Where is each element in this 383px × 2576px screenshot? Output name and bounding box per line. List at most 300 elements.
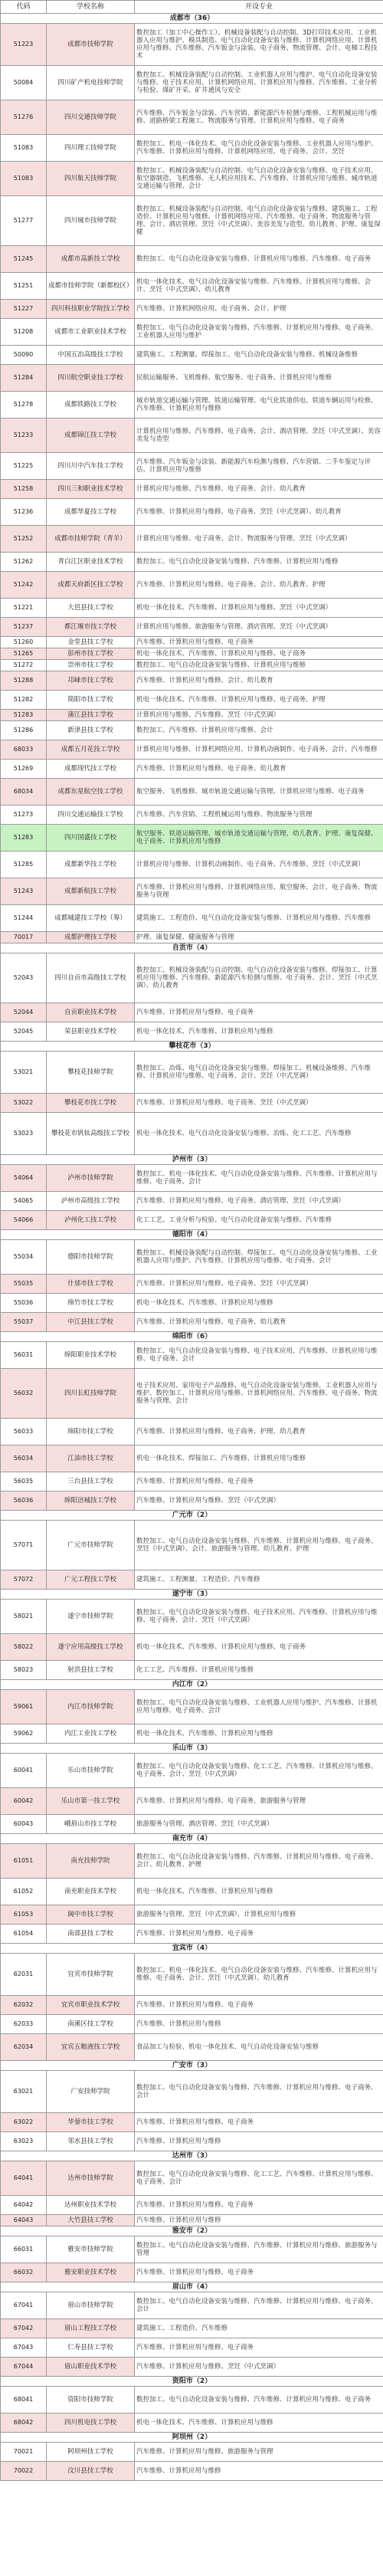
- table-row: [1, 710, 383, 721]
- school-code: 51269: [1, 760, 47, 779]
- school-majors: 汽车维修、计算机应用与维修、电子商务、酒店管理、烹饪（中式烹调）: [135, 1192, 383, 1211]
- table-row: [1, 779, 383, 806]
- school-code: 51233: [1, 418, 47, 453]
- school-majors: 数控加工、电气自动化设备安装与维修、工业机器人应用与维护、汽车维修、计算机应用与维修、电子商务、会计: [135, 1690, 383, 1724]
- school-code: 51083: [1, 135, 47, 162]
- school-code: 59062: [1, 1724, 47, 1744]
- table-row: [1, 1446, 383, 1472]
- school-name: 成都天府新区技工学校: [47, 572, 135, 599]
- school-majors: 汽车维修、计算机应用与维修: [135, 2015, 383, 2034]
- school-majors: 数控加工、机械设备装配与自动控制、焊接加工、电气自动化设备安装与维修、工业机器人应用与维护、汽车维修、计算机应用与维修、电子商务、会计: [135, 1240, 383, 1275]
- school-majors: 汽车维修、计算机应用与维修、电子商务、幼儿教育: [135, 760, 383, 779]
- table-row: [1, 660, 383, 671]
- school-name: 崇州市技工学校: [47, 660, 135, 671]
- table-row: [1, 878, 383, 905]
- school-code: 50090: [1, 346, 47, 365]
- school-code: 51243: [1, 878, 47, 905]
- school-majors: 化工工艺、工业分析与检验、电气自动化设备安装与维修、汽车维修: [135, 1211, 383, 1230]
- table-row: [1, 1879, 383, 1905]
- school-majors: 机电一体化技术、汽车维修、计算机应用与维修: [135, 2414, 383, 2433]
- school-code: 60041: [1, 1754, 47, 1788]
- school-name: 四川机电技工学校: [47, 2414, 135, 2433]
- table-row: [1, 1022, 383, 1042]
- school-name: 泸州化工技工学校: [47, 1211, 135, 1230]
- school-name: 四川交通运输技工学校: [47, 806, 135, 825]
- school-name: 大邑县技工学校: [47, 599, 135, 618]
- school-name: 广安技师学院: [47, 2071, 135, 2113]
- school-majors: 汽车维修、计算机应用与维修、电子商务、护理、幼儿教育: [135, 1419, 383, 1446]
- table-row: [1, 1724, 383, 1744]
- region-label: 宜宾市（4）: [1, 1944, 383, 1954]
- school-name: 眉山职业技术学校: [47, 2358, 135, 2377]
- school-code: 56034: [1, 1446, 47, 1472]
- school-code: 70017: [1, 932, 47, 943]
- school-code: 51221: [1, 599, 47, 618]
- school-majors: 计算机应用与维修、电子商务、会计、物流服务与管理、烹饪（中式烹调）: [135, 526, 383, 553]
- school-name: 德阳市技师学院: [47, 1240, 135, 1275]
- school-code: 51283: [1, 710, 47, 721]
- school-majors: 数控加工（加工中心操作工）、机械设备装配与自动控制、3D打印技术应用、工业机器人应用与维护、模具制造、电气自动化设备安装与维修、计算机网络应用、计算机应用与维修、汽车维修、汽车钣金与涂装、电子商务、物流管理、会计、电梯工程技术: [135, 24, 383, 66]
- table-row: [1, 2071, 383, 2113]
- school-name: 阆中市技工学校: [47, 1905, 135, 1925]
- school-code: 67042: [1, 2319, 47, 2338]
- school-name: 四川三和职业技术学校: [47, 480, 135, 499]
- table-row: [1, 1240, 383, 1275]
- region-label: 泸州市（3）: [1, 1155, 383, 1165]
- region-label: 广元市（2）: [1, 1511, 383, 1521]
- school-name: 内江市技师学院: [47, 1690, 135, 1724]
- table-row: [1, 1003, 383, 1022]
- school-code: 55037: [1, 1313, 47, 1332]
- table-row: [1, 1634, 383, 1661]
- school-name: 都江堰市技工学校: [47, 618, 135, 637]
- region-row: [1, 2151, 383, 2161]
- table-row: [1, 618, 383, 637]
- school-name: 邛崃市技工学校: [47, 671, 135, 691]
- table-row: [1, 2113, 383, 2132]
- region-row: [1, 2227, 383, 2236]
- school-code: 51282: [1, 691, 47, 710]
- school-code: 68041: [1, 2387, 47, 2414]
- school-majors: 数控加工、电气自动化设备安装与维修、化工工艺、汽车维修、计算机应用与维修、电子商务、会计、烹饪（中式烹调）: [135, 1754, 383, 1788]
- school-name: 攀枝花市技工学校: [47, 1094, 135, 1113]
- school-code: 51272: [1, 660, 47, 671]
- school-name: 绵阳市技工学校: [47, 1419, 135, 1446]
- school-name: 乐山市第一技工学校: [47, 1788, 135, 1815]
- table-row: [1, 721, 383, 740]
- school-code: 56035: [1, 1472, 47, 1491]
- school-code: 55036: [1, 1294, 47, 1313]
- school-majors: 汽车维修、计算机应用与维修、电子商务: [135, 1925, 383, 1944]
- school-majors: 航空服务、铁道运输管理、城市轨道交通运输与管理、幼儿教育、护理、康复保健、电子商务、计算机应用与维修: [135, 825, 383, 852]
- table-row: [1, 2414, 383, 2433]
- school-name: 大竹县技工学校: [47, 2215, 135, 2227]
- table-row: [1, 1113, 383, 1155]
- region-row: [1, 1155, 383, 1165]
- school-majors: 汽车维修、汽车钣金与涂装、汽车营销、新能源汽车检测与维修、工程机械运用与维修、道路桥梁工程施工、物流服务与管理、计算机应用与维修、电子商务: [135, 100, 383, 135]
- school-name: 达州职业技术学校: [47, 2196, 135, 2215]
- table-row: [1, 135, 383, 162]
- school-majors: 汽车维修、计算机应用与维修: [135, 2132, 383, 2151]
- table-row: [1, 1844, 383, 1879]
- school-majors: 计算机应用与维修、旅游服务与管理、酒店管理、烹饪（中式烹调）: [135, 618, 383, 637]
- school-name: 成都五月花技工学校: [47, 740, 135, 760]
- table-row: [1, 905, 383, 932]
- school-name: 宜宾五粮液技工学校: [47, 2034, 135, 2061]
- school-majors: 数控加工、电气自动化设备安装与维修、汽车维修、计算机应用与维修、电子商务、烹饪（中式烹调）、会计、旅游服务与管理、幼儿教育、护理: [135, 1521, 383, 1570]
- region-row: [1, 2377, 383, 2387]
- school-code: 61052: [1, 1879, 47, 1905]
- school-code: 55034: [1, 1240, 47, 1275]
- region-label: 阿坝州（2）: [1, 2433, 383, 2443]
- region-row: [1, 1744, 383, 1754]
- school-majors: 机电一体化技术、电气自动化设备安装与维修、汽车维修、计算机应用与维修、会计、烹饪（中式烹调）、幼儿教育: [135, 273, 383, 300]
- table-row: [1, 1094, 383, 1113]
- table-row: [1, 24, 383, 66]
- table-row: [1, 1661, 383, 1680]
- school-name: 四川航天技师学院: [47, 162, 135, 196]
- table-row: [1, 599, 383, 618]
- school-code: 70021: [1, 2443, 47, 2462]
- school-name: 中江县技工学校: [47, 1313, 135, 1332]
- school-code: 57071: [1, 1521, 47, 1570]
- table-row: [1, 648, 383, 660]
- school-name: 宜宾市技师学院: [47, 1954, 135, 1996]
- school-majors: 汽车维修、计算机应用与维修、计算机网络应用、航空服务、会计、电子商务、物流服务与管理: [135, 878, 383, 905]
- school-majors: 数控加工、机械设备装配与自动控制、电气自动化设备安装与维修、建筑施工、工程造价、计算机应用与维修、计算机网络应用、汽车维修、电子商务、物流服务与管理、会计、酒店管理、烹饪（中式烹调）、美容美发与造型、幼儿教育、护理、康复保健: [135, 196, 383, 246]
- region-label: 自贡市（4）: [1, 943, 383, 953]
- school-name: 成都华夏技工学校: [47, 499, 135, 526]
- school-code: 68034: [1, 779, 47, 806]
- school-name: 简阳市技工学校: [47, 691, 135, 710]
- school-name: 成都现代技工学校: [47, 760, 135, 779]
- table-row: [1, 2161, 383, 2196]
- school-majors: 数控加工、电气自动化设备安装与维修、汽车维修、计算机应用与维修: [135, 553, 383, 572]
- header-code: 代码: [1, 1, 47, 14]
- table-row: [1, 691, 383, 710]
- school-code: 51277: [1, 196, 47, 246]
- school-code: 54066: [1, 1211, 47, 1230]
- region-row: [1, 943, 383, 953]
- school-majors: 旅游服务与管理、酒店管理、烹饪（中式烹调）: [135, 1815, 383, 1834]
- table-row: [1, 852, 383, 878]
- table-row: [1, 346, 383, 365]
- table-row: [1, 1472, 383, 1491]
- school-majors: 护理、康复保健、健康服务与管理: [135, 932, 383, 943]
- table-row: [1, 1313, 383, 1332]
- school-majors: 旅游服务与管理、烹饪（中式烹调）、计算机应用与维修: [135, 1905, 383, 1925]
- region-label: 内江市（2）: [1, 1680, 383, 1690]
- school-majors: 汽车维修、计算机应用与维修、旅游服务与管理: [135, 2443, 383, 2462]
- region-label: 乐山市（3）: [1, 1744, 383, 1754]
- school-name: 乐山市技师学院: [47, 1754, 135, 1788]
- school-majors: 数控加工、机械设备装配与自动控制、电气自动化设备安装与维修、电子技术应用、航空器制造、飞机维修、无人机应用技术、汽车维修、计算机应用与维修、城市轨道交通运输与管理、会计: [135, 162, 383, 196]
- school-name: 南溪区技工学校: [47, 2015, 135, 2034]
- school-name: 江油市技工学校: [47, 1446, 135, 1472]
- table-row: [1, 526, 383, 553]
- school-majors: 食品加工与检验、机电一体化技术、电气自动化设备安装与维修: [135, 2034, 383, 2061]
- table-row: [1, 1192, 383, 1211]
- school-name: 南充技师学院: [47, 1844, 135, 1879]
- school-name: 成都锦江技工学校: [47, 418, 135, 453]
- school-code: 51284: [1, 365, 47, 392]
- school-code: 62031: [1, 1954, 47, 1996]
- table-row: [1, 2236, 383, 2263]
- school-code: 58022: [1, 1634, 47, 1661]
- table-row: [1, 553, 383, 572]
- school-code: 51286: [1, 721, 47, 740]
- region-label: 德阳市（4）: [1, 1230, 383, 1240]
- school-name: 绵阳职业技术学校: [47, 1342, 135, 1369]
- school-majors: 机电一体化技术、汽车维修、计算机应用与维修: [135, 1724, 383, 1744]
- school-majors: 城市轨道交通运输与管理、铁道运输管理、电气化铁道供电、铁道车辆运用与检修、汽车维修、计算机应用与维修: [135, 392, 383, 418]
- table-row: [1, 2215, 383, 2227]
- school-code: 60042: [1, 1788, 47, 1815]
- school-code: 51244: [1, 905, 47, 932]
- school-majors: 建筑施工、工程造价、汽车维修: [135, 2319, 383, 2338]
- region-label: 遂宁市（3）: [1, 1590, 383, 1600]
- school-code: 67043: [1, 2338, 47, 2358]
- school-name: 遂宁应用高级技工学校: [47, 1634, 135, 1661]
- school-code: 64043: [1, 2215, 47, 2227]
- table-row: [1, 1788, 383, 1815]
- school-majors: 汽车维修、计算机应用与维修、电子商务、旅游服务与管理: [135, 1788, 383, 1815]
- school-code: 68033: [1, 740, 47, 760]
- school-code: 63023: [1, 2132, 47, 2151]
- school-majors: 汽车维修、计算机应用与维修、电子商务: [135, 637, 383, 648]
- school-code: 51251: [1, 273, 47, 300]
- school-name: 金堂县技工学校: [47, 637, 135, 648]
- school-name: 四川川中汽车技工学校: [47, 453, 135, 480]
- region-row: [1, 1511, 383, 1521]
- table-row: [1, 2462, 383, 2481]
- school-majors: 汽车维修、计算机应用与维修、电子商务: [135, 2263, 383, 2282]
- region-row: [1, 14, 383, 24]
- table-row: [1, 1996, 383, 2015]
- school-name: 四川自贡市高级技工学校: [47, 953, 135, 1003]
- school-majors: 建筑施工、工程测量、工程造价、汽车维修: [135, 1570, 383, 1590]
- school-name: 四川矿产机电技师学院: [47, 66, 135, 100]
- region-label: 达州市（3）: [1, 2151, 383, 2161]
- school-name: 泸州市技师学院: [47, 1165, 135, 1192]
- school-majors: 数控加工、电气自动化设备安装与维修、汽车维修、计算机应用与维修、电子商务: [135, 2387, 383, 2414]
- region-row: [1, 1590, 383, 1600]
- table-row: [1, 1815, 383, 1834]
- school-name: 遂宁市技师学院: [47, 1600, 135, 1634]
- table-row: [1, 162, 383, 196]
- table-row: [1, 392, 383, 418]
- region-row: [1, 1332, 383, 1342]
- table-row: [1, 2263, 383, 2282]
- school-code: 54065: [1, 1192, 47, 1211]
- school-code: 62034: [1, 2034, 47, 2061]
- table-row: [1, 66, 383, 100]
- school-name: 雅安市技师学院: [47, 2236, 135, 2263]
- school-majors: 数控加工、汽车维修、计算机应用与维修、会计: [135, 721, 383, 740]
- table-row: [1, 1570, 383, 1590]
- region-label: 绵阳市（6）: [1, 1332, 383, 1342]
- school-majors: 机电一体化技术、汽车维修、计算机应用与维修: [135, 1022, 383, 1042]
- school-majors: 机电一体化技术、电气自动化设备安装与维修、冶炼、化工工艺、汽车维修: [135, 1113, 383, 1155]
- region-row: [1, 1834, 383, 1844]
- table-row: [1, 480, 383, 499]
- table-row: [1, 671, 383, 691]
- school-name: 成都市技师学院（新都校区）: [47, 273, 135, 300]
- school-name: 成都市工业职业技术学校: [47, 319, 135, 346]
- school-code: 67041: [1, 2292, 47, 2319]
- school-majors: 汽车维修、计算机网络应用、电子商务、会计、护理: [135, 300, 383, 319]
- region-label: 资阳市（2）: [1, 2377, 383, 2387]
- header-name: 学校名称: [47, 1, 135, 14]
- table-row: [1, 1342, 383, 1369]
- school-name: 四川交通技师学院: [47, 100, 135, 135]
- table-row: [1, 453, 383, 480]
- school-code: 53021: [1, 1052, 47, 1094]
- school-name: 四川理工技师学院: [47, 135, 135, 162]
- table-row: [1, 572, 383, 599]
- school-name: 彭州市技工学校: [47, 648, 135, 660]
- region-label: 攀枝花市（3）: [1, 1042, 383, 1052]
- school-majors: 计算机应用与维修、计算机网络应用、计算机动画制作、电子商务、会计、汽车维修: [135, 740, 383, 760]
- table-row: [1, 1954, 383, 1996]
- table-row: [1, 1275, 383, 1294]
- school-code: 66031: [1, 2236, 47, 2263]
- school-name: 成都新航技工学校: [47, 878, 135, 905]
- school-majors: 数控加工、电气自动化设备安装与维修、汽车维修、计算机应用与维修、电子商务、会计: [135, 2292, 383, 2319]
- school-name: 广元市技师学院: [47, 1521, 135, 1570]
- table-row: [1, 740, 383, 760]
- school-code: 51258: [1, 480, 47, 499]
- school-code: 56031: [1, 1342, 47, 1369]
- school-code: 52044: [1, 1003, 47, 1022]
- school-name: 峨眉山市技工学校: [47, 1815, 135, 1834]
- school-name: 内江工业技工学校: [47, 1724, 135, 1744]
- school-code: 57072: [1, 1570, 47, 1590]
- school-code: 53023: [1, 1113, 47, 1155]
- school-name: 资阳市技师学院: [47, 2387, 135, 2414]
- school-majors: 化工工艺、汽车维修、计算机应用与维修: [135, 1661, 383, 1680]
- table-row: [1, 1690, 383, 1724]
- school-name: 绵阳涪城技工学校: [47, 1491, 135, 1511]
- table-row: [1, 2443, 383, 2462]
- table-header-row: [1, 1, 383, 14]
- school-name: 四川科技职业学院技工学校: [47, 300, 135, 319]
- school-majors: 汽车维修、计算机应用与维修、电子商务、幼儿教育: [135, 1313, 383, 1332]
- school-code: 61054: [1, 1925, 47, 1944]
- table-row: [1, 2292, 383, 2319]
- table-row: [1, 1600, 383, 1634]
- school-majors: 建筑施工、工程测量、焊接加工、电气自动化设备安装与维修、机械设备维修: [135, 346, 383, 365]
- table-row: [1, 825, 383, 852]
- region-label: 成都市（36）: [1, 14, 383, 24]
- school-majors: 汽车维修、计算机应用与维修、电子商务、烹饪（中式烹调）、幼儿教育: [135, 499, 383, 526]
- school-code: 56032: [1, 1369, 47, 1419]
- region-row: [1, 1944, 383, 1954]
- school-majors: 电子技术应用、家用电子产品维修、电气自动化设备安装与维修、工业机器人应用与维护、数控加工、计算机应用与维修、计算机网络应用、汽车维修、电子商务、物流服务与管理、会计: [135, 1369, 383, 1419]
- school-code: 51237: [1, 618, 47, 637]
- table-row: [1, 499, 383, 526]
- table-row: [1, 1925, 383, 1944]
- school-code: 62032: [1, 1996, 47, 2015]
- school-majors: 数控加工、机电一体化技术、电气自动化设备安装与维修、汽车维修、计算机应用与维修、电子商务、会计、烹饪（中式烹调）、幼儿教育: [135, 1954, 383, 1996]
- school-code: 60043: [1, 1815, 47, 1834]
- header-majors: 开设专业: [135, 1, 383, 14]
- school-majors: 数控加工、机械设备装配与自动控制、工业机器人应用与维护、电气自动化设备安装与维修、电子技术应用、计算机网络应用、计算机应用与维修、汽车维修、工业分析与检验、煤矿开采、矿井通风与安全: [135, 66, 383, 100]
- school-code: 51285: [1, 852, 47, 878]
- school-code: 51278: [1, 392, 47, 418]
- school-majors: 汽车维修、计算机应用与维修: [135, 2462, 383, 2481]
- school-name: 攀枝花技师学院: [47, 1052, 135, 1094]
- region-label: 广安市（3）: [1, 2061, 383, 2071]
- school-code: 53022: [1, 1094, 47, 1113]
- school-majors: 机电一体化技术、焊接加工、汽车维修、计算机应用与维修: [135, 1446, 383, 1472]
- table-row: [1, 365, 383, 392]
- school-name: 眉山工程技工学校: [47, 2319, 135, 2338]
- table-row: [1, 760, 383, 779]
- school-code: 61053: [1, 1905, 47, 1925]
- school-code: 51236: [1, 499, 47, 526]
- table-row: [1, 100, 383, 135]
- school-majors: 汽车维修、计算机应用与维修、会计、幼儿教育: [135, 671, 383, 691]
- school-majors: 数控加工、电气自动化设备安装与维修、汽车维修、计算机应用与维修、电子商务、工业机器人应用与维护: [135, 319, 383, 346]
- school-name: 达州市技师学院: [47, 2161, 135, 2196]
- school-name: 青白江区职业技术学校: [47, 553, 135, 572]
- school-majors: 汽车维修、计算机应用与维修、电子商务: [135, 1003, 383, 1022]
- school-name: 新津县技工学校: [47, 721, 135, 740]
- table-row: [1, 2358, 383, 2377]
- school-majors: 数控加工、冶炼、电气自动化设备安装与维修、焊接加工、机械设备维修、汽车维修、计算机应用与维修、电子商务、会计、烹饪（中式烹调）: [135, 1052, 383, 1094]
- school-code: 56036: [1, 1491, 47, 1511]
- school-code: 51208: [1, 319, 47, 346]
- table-row: [1, 637, 383, 648]
- school-code: 51223: [1, 24, 47, 66]
- school-majors: 汽车维修、计算机应用与维修、烹饪（中式烹调）: [135, 2358, 383, 2377]
- table-row: [1, 273, 383, 300]
- school-majors: 数控加工、机械设备装配与自动控制、电气自动化设备安装与维修、焊接加工、计算机应用与维修、汽车维修、新能源汽车检测与维修、电子商务、会计、烹饪（中式烹调）、幼儿教育: [135, 953, 383, 1003]
- table-row: [1, 1294, 383, 1313]
- school-name: 雅安职业技术学校: [47, 2263, 135, 2282]
- school-name: 中国五冶高级技工学校: [47, 346, 135, 365]
- school-name: 宜宾市职业技术学校: [47, 1996, 135, 2015]
- school-majors: 数控加工、机电一体化技术、电气自动化设备安装与维修、汽车维修、计算机应用与维修、电子商务、会计: [135, 1165, 383, 1192]
- school-majors: 数控加工、电气自动化设备安装与维修、汽车维修、计算机应用与维修、旅游服务与管理: [135, 2236, 383, 2263]
- school-code: 56033: [1, 1419, 47, 1446]
- school-code: 59061: [1, 1690, 47, 1724]
- table-row: [1, 953, 383, 1003]
- region-row: [1, 1230, 383, 1240]
- region-label: 南充市（4）: [1, 1834, 383, 1844]
- school-name: 四川城市技师学院: [47, 196, 135, 246]
- school-majors: 机电一体化技术、汽车维修、计算机应用与维修、烹饪（中式烹调）: [135, 599, 383, 618]
- school-name: 泸州市高级技工学校: [47, 1192, 135, 1211]
- school-name: 成都市技师学院: [47, 24, 135, 66]
- table-row: [1, 2387, 383, 2414]
- school-majors: 数控加工、电气自动化设备安装与维修、计算机应用与维修: [135, 660, 383, 671]
- table-row: [1, 246, 383, 273]
- table-row: [1, 196, 383, 246]
- school-majors: 机电一体化技术、汽车维修、计算机应用与维修、电子商务、护理: [135, 691, 383, 710]
- school-majors: 机电一体化技术、汽车维修、计算机应用与维修、电子商务: [135, 648, 383, 660]
- school-code: 62033: [1, 2015, 47, 2034]
- school-majors: 数控加工、电气自动化设备安装与维修、汽车维修、计算机应用与维修、电子商务、会计、幼儿教育、护理: [135, 1844, 383, 1879]
- school-name: 成都护理技工学校: [47, 932, 135, 943]
- school-name: 眉山市技师学院: [47, 2292, 135, 2319]
- school-code: 52043: [1, 953, 47, 1003]
- school-name: 四川长虹技师学院: [47, 1369, 135, 1419]
- school-code: 51288: [1, 671, 47, 691]
- region-row: [1, 2433, 383, 2443]
- school-code: 67044: [1, 2358, 47, 2377]
